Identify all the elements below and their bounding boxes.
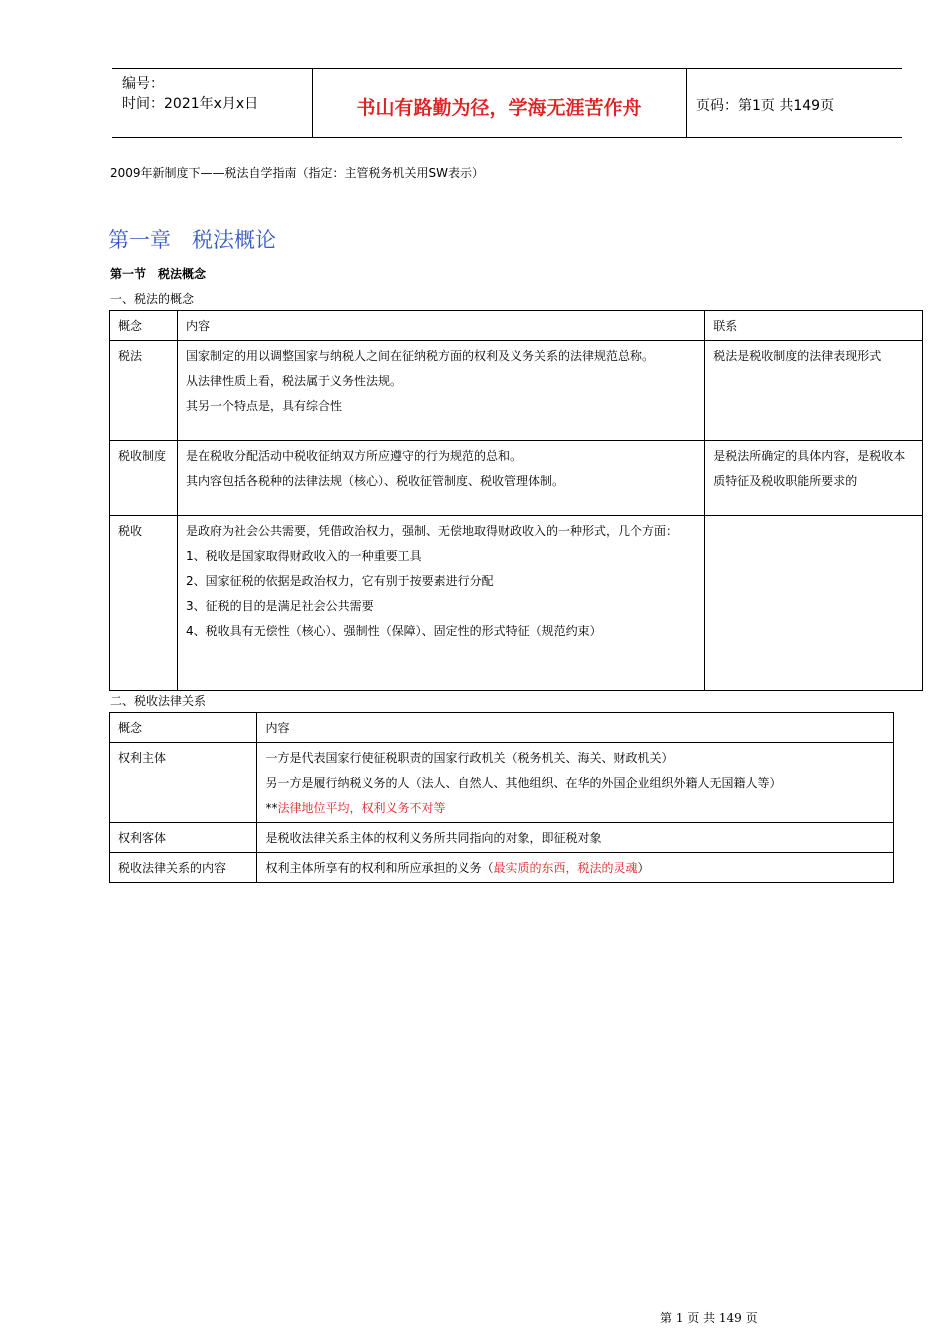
row-concept: 税收 [110, 516, 178, 691]
content-line: 2、国家征税的依据是政治权力，它有别于按要素进行分配 [185, 574, 494, 588]
content-line: 是在税收分配活动中税收征纳双方所应遵守的行为规范的总和。 [185, 449, 522, 463]
page-info: 页码：第1页 共149页 [696, 98, 835, 114]
row-concept: 税收法律关系的内容 [110, 853, 257, 883]
content-line [265, 796, 885, 821]
motto: 书山有路勤为径，学海无涯苦作舟 [356, 97, 642, 119]
content-line: 其内容包括各税种的法律法规（核心）、税收征管制度、税收管理体制。 [185, 474, 564, 488]
content-text: 权利主体所享有的权利和所应承担的义务（ [265, 861, 494, 875]
content-line: 4、税收具有无偿性（核心）、强制性（保障）、固定性的形式特征（规范约束） [185, 624, 602, 638]
row-concept: 权利客体 [110, 823, 257, 853]
time-label: 时间：2021年x月x日 [122, 96, 259, 112]
red-note: 法律地位平均，权利义务不对等 [277, 801, 446, 815]
chapter-title: 第一章 税法概论 [108, 228, 276, 252]
content-line: 国家制定的用以调整国家与纳税人之间在征纳税方面的权利及义务关系的法律规范总称。 [185, 349, 654, 363]
doc-title: 2009年新制度下——税法自学指南（指定：主管税务机关用SW表示） [110, 166, 485, 180]
table-header-row [110, 311, 923, 341]
table-row [110, 516, 923, 691]
row-content [177, 441, 704, 516]
header-content: 内容 [257, 713, 894, 743]
row-content: 是税收法律关系主体的权利义务所共同指向的对象，即征税对象 [257, 823, 894, 853]
row-content [177, 341, 704, 441]
row-content [177, 516, 704, 691]
tax-legal-relation-table [109, 712, 894, 883]
emphasis-marker: ** [265, 801, 278, 815]
tax-law-concept-table [109, 310, 923, 691]
content-line: 1、税收是国家取得财政收入的一种重要工具 [185, 549, 422, 563]
header-left-cell [112, 69, 313, 137]
table-header-row [110, 713, 894, 743]
section-title: 第一节 税法概念 [110, 267, 207, 281]
row-concept: 税收制度 [110, 441, 178, 516]
header-concept: 概念 [110, 311, 178, 341]
table-row [110, 743, 894, 823]
content-line: 一方是代表国家行使征税职责的国家行政机关（税务机关、海关、财政机关） [265, 751, 674, 765]
subsection-title-2: 二、税收法律关系 [110, 694, 207, 708]
row-concept: 权利主体 [110, 743, 257, 823]
row-relation [705, 516, 923, 691]
subsection-title-1: 一、税法的概念 [110, 292, 195, 306]
header-content: 内容 [177, 311, 704, 341]
row-content [257, 743, 894, 823]
header-motto-cell [312, 69, 687, 137]
table-row [110, 853, 894, 883]
content-line: 其另一个特点是，具有综合性 [185, 399, 342, 413]
content-line: 3、征税的目的是满足社会公共需要 [185, 599, 374, 613]
content-text: ） [637, 861, 650, 875]
content-line: 另一方是履行纳税义务的人（法人、自然人、其他组织、在华的外国企业组织外籍人无国籍人等） [265, 776, 782, 790]
number-label: 编号： [122, 76, 164, 92]
header-concept: 概念 [110, 713, 257, 743]
content-line: 是政府为社会公共需要，凭借政治权力，强制、无偿地取得财政收入的一种形式，几个方面： [185, 524, 678, 538]
table-row [110, 341, 923, 441]
row-concept: 税法 [110, 341, 178, 441]
row-relation: 税法是税收制度的法律表现形式 [705, 341, 923, 441]
page-footer: 第 1 页 共 149 页 [660, 1311, 758, 1325]
table-row [110, 823, 894, 853]
row-relation: 是税法所确定的具体内容，是税收本质特征及税收职能所要求的 [705, 441, 923, 516]
row-content [257, 853, 894, 883]
table-row [110, 441, 923, 516]
red-note: 最实质的东西，税法的灵魂 [493, 861, 638, 875]
page-header [112, 68, 902, 138]
content-line: 从法律性质上看，税法属于义务性法规。 [185, 374, 402, 388]
header-relation: 联系 [705, 311, 923, 341]
